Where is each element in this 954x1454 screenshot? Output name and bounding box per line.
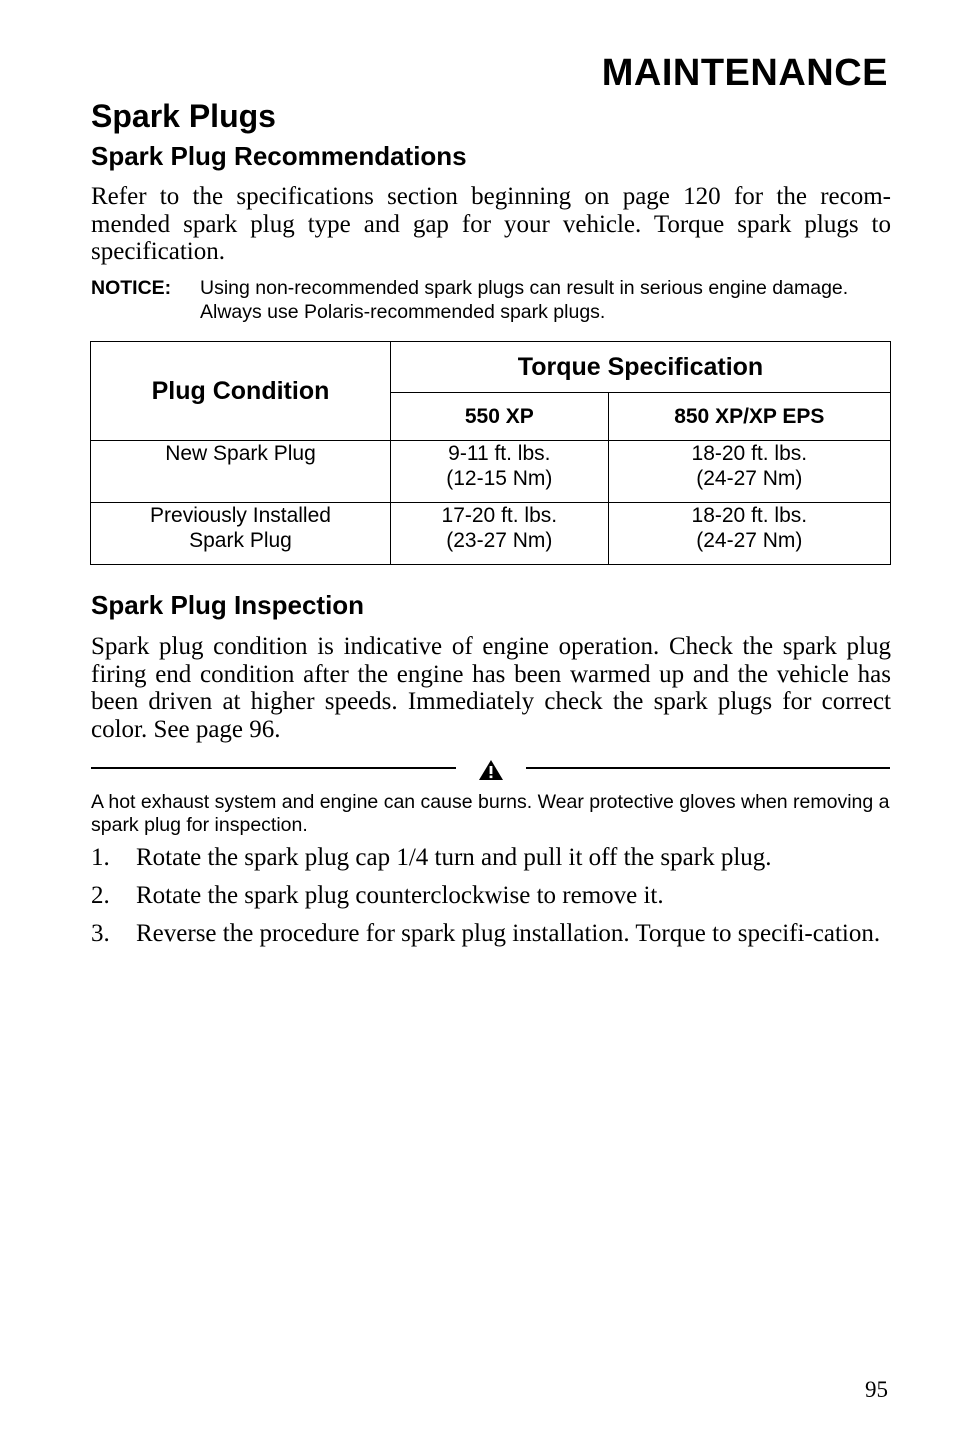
recommendations-heading: Spark Plug Recommendations: [91, 141, 467, 171]
cell-line: (24-27 Nm): [696, 529, 803, 552]
step-number: 2.: [91, 882, 110, 909]
col-header-condition: Plug Condition: [91, 342, 391, 441]
warning-rule-left: [91, 767, 456, 769]
cell-condition: [91, 503, 391, 565]
recommendations-body: Refer to the specifications section beginning on page 120 for the recom-mended spark plug type and gap for your vehicle. Torque spark plugs to specification.: [91, 183, 891, 265]
notice-block: [91, 276, 891, 324]
list-item: [91, 882, 891, 910]
col-header-550: 550 XP: [391, 393, 609, 441]
cell-line: Previously Installed: [150, 504, 331, 527]
warning-triangle-icon: [478, 759, 504, 781]
steps-list: [91, 844, 891, 958]
notice-text: Using non-recommended spark plugs can result in serious engine damage. Always use Polaris-recommended spark plugs.: [200, 277, 849, 323]
step-text: Rotate the spark plug cap 1/4 turn and pull it off the spark plug.: [136, 844, 772, 871]
cell-condition: [91, 441, 391, 503]
cell-550: [391, 503, 609, 565]
notice-label: NOTICE:: [91, 277, 172, 299]
step-number: 1.: [91, 844, 110, 871]
torque-table: [90, 341, 891, 565]
col-header-torque: Torque Specification: [391, 342, 891, 393]
cell-line: New Spark Plug: [165, 442, 316, 465]
cell-850: [608, 503, 890, 565]
step-text: Reverse the procedure for spark plug installation. Torque to specifi-cation.: [136, 920, 881, 947]
cell-line: 9-11 ft. lbs.: [448, 442, 551, 465]
chapter-title: MAINTENANCE: [601, 52, 888, 94]
cell-line: (23-27 Nm): [446, 529, 553, 552]
list-item: [91, 844, 891, 872]
page-number: 95: [865, 1377, 888, 1402]
list-item: [91, 920, 891, 948]
warning-rule-right: [526, 767, 890, 769]
cell-850: [608, 441, 890, 503]
col-header-850: 850 XP/XP EPS: [608, 393, 890, 441]
cell-line: (24-27 Nm): [696, 467, 803, 490]
inspection-body: Spark plug condition is indicative of engine operation. Check the spark plug firing end condition after the engine has been warmed up and the vehicle has been driven at higher speeds. Immediately check the spark plugs for correct color. See page 96.: [91, 633, 891, 743]
warning-text: A hot exhaust system and engine can cause burns. Wear protective gloves when removing a spark plug for inspection.: [91, 791, 890, 836]
cell-line: 18-20 ft. lbs.: [691, 504, 808, 527]
table-row: [91, 503, 891, 565]
cell-line: (12-15 Nm): [446, 467, 553, 490]
cell-550: [391, 441, 609, 503]
cell-line: 17-20 ft. lbs.: [441, 504, 558, 527]
step-text: Rotate the spark plug counterclockwise to remove it.: [136, 882, 664, 909]
cell-line: Spark Plug: [189, 529, 292, 552]
table-row: [91, 441, 891, 503]
cell-line: 18-20 ft. lbs.: [691, 442, 808, 465]
section-title: Spark Plugs: [91, 98, 276, 134]
step-number: 3.: [91, 920, 110, 947]
inspection-heading: Spark Plug Inspection: [91, 590, 365, 620]
